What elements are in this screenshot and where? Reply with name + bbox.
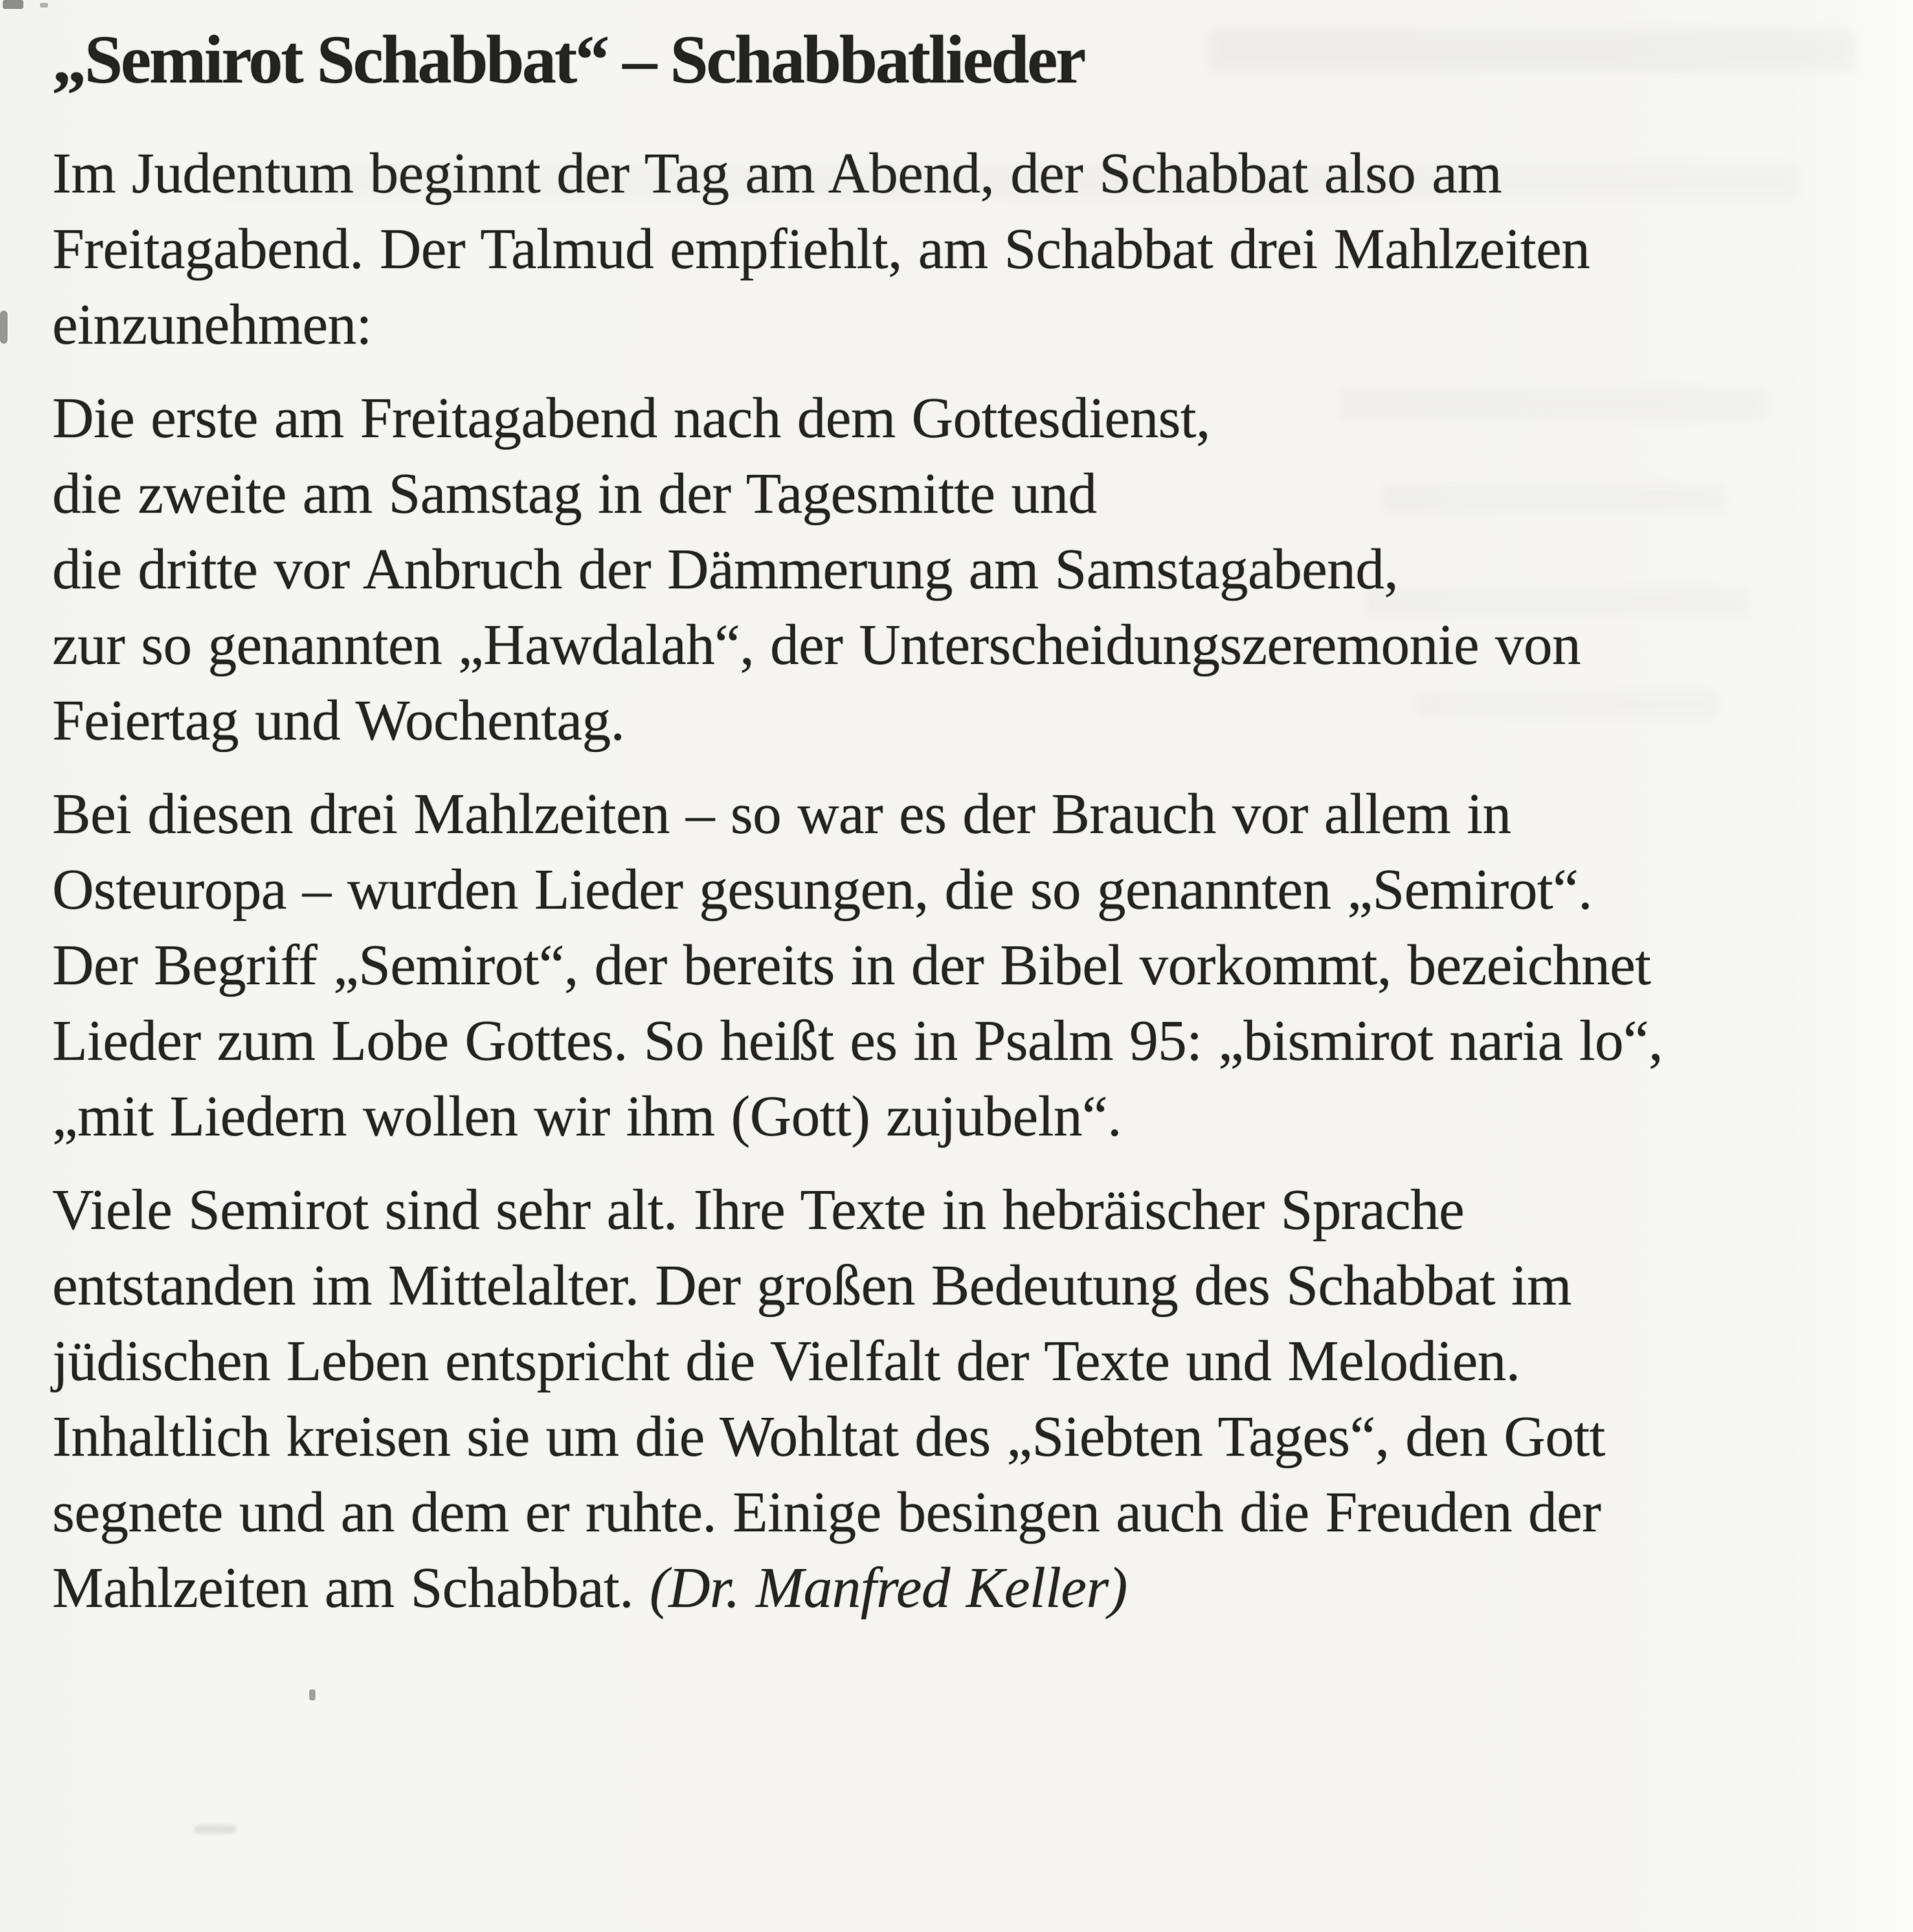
text-column <box>52 19 1837 1644</box>
text-run: Mahlzeiten am Schabbat. <box>52 1556 650 1620</box>
bleed-through-artifact <box>1340 388 1766 420</box>
text-line: Lieder zum Lobe Gottes. So heißt es in Psalm 95: „bismirot naria lo“, <box>52 1009 1663 1073</box>
text-line: Inhaltlich kreisen sie um die Wohltat des „Siebten Tages“, den Gott <box>52 1405 1605 1469</box>
author-byline: (Dr. Manfred Keller) <box>649 1556 1128 1620</box>
bleed-through-artifact <box>1364 588 1749 617</box>
bleed-through-artifact <box>1416 691 1718 718</box>
text-line <box>52 1551 1837 1626</box>
scan-speck <box>3 0 23 9</box>
text-line: jüdischen Leben entspricht die Vielfalt der Texte und Melodien. <box>52 1329 1521 1393</box>
text-line: entstanden im Mittelalter. Der großen Bedeutung des Schabbat im <box>52 1254 1571 1318</box>
paragraph <box>52 1173 1837 1626</box>
text-line: Freitagabend. Der Talmud empfiehlt, am Schabbat drei Mahlzeiten <box>52 217 1590 281</box>
text-line: Die erste am Freitagabend nach dem Gottesdienst, <box>52 386 1211 450</box>
page-title: „Semirot Schabbat“ – Schabbatlieder <box>52 21 1084 98</box>
text-body <box>52 136 1837 1626</box>
text-line: Bei diesen drei Mahlzeiten – so war es der Brauch vor allem in <box>52 782 1511 846</box>
text-line: zur so genannten „Hawdalah“, der Unterscheidungszeremonie von <box>52 613 1581 677</box>
text-line: Osteuropa – wurden Lieder gesungen, die so genannten „Semirot“. <box>52 858 1593 922</box>
bleed-through-artifact <box>194 1825 236 1834</box>
text-line: die zweite am Samstag in der Tagesmitte und <box>52 462 1097 526</box>
text-line: „mit Liedern wollen wir ihm (Gott) zujubeln“. <box>52 1085 1122 1148</box>
bleed-through-artifact <box>1381 485 1725 513</box>
scan-speck <box>0 311 8 344</box>
bleed-through-artifact <box>220 164 1800 199</box>
text-line: Der Begriff „Semirot“, der bereits in der Bibel vorkommt, bezeichnet <box>52 933 1651 997</box>
text-line: Feiertag und Wochentag. <box>52 689 625 753</box>
text-line: segnete und an dem er ruhte. Einige besingen auch die Freuden der <box>52 1480 1601 1544</box>
text-line: die dritte vor Anbruch der Dämmerung am Samstagabend, <box>52 537 1398 601</box>
paragraph <box>52 777 1837 1155</box>
scan-speck <box>309 1689 315 1700</box>
text-line: Viele Semirot sind sehr alt. Ihre Texte in hebräischer Sprache <box>52 1178 1464 1242</box>
text-line: Im Judentum beginnt der Tag am Abend, der Schabbat also am <box>52 142 1502 206</box>
scan-speck <box>40 3 48 8</box>
text-line: einzunehmen: <box>52 293 372 357</box>
bleed-through-artifact <box>1209 29 1855 71</box>
